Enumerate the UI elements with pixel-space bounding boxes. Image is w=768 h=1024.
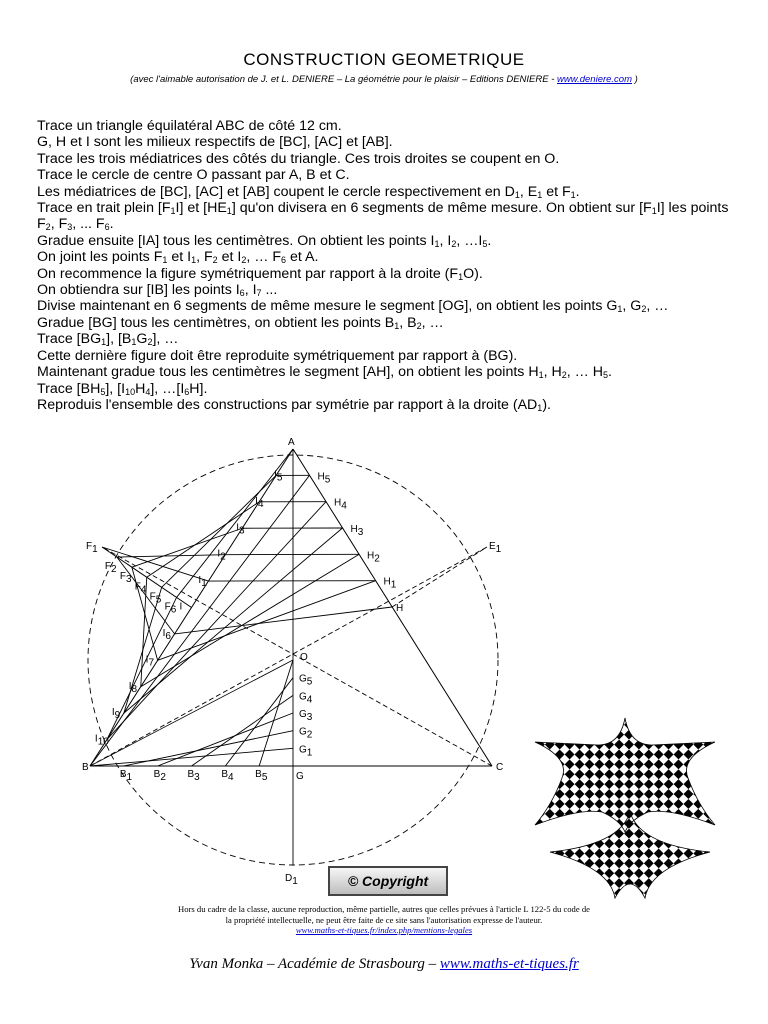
instruction-line-1: Trace un triangle équilatéral ABC de côté 12 cm. [37,118,342,134]
segment-h-e1 [392,547,487,607]
page-footer [0,956,768,973]
label-b3: B3 [187,769,200,783]
label-h4: H4 [334,497,347,512]
label-h1: H1 [383,576,397,591]
legal-line-1: Hors du cadre de la classe, aucune reproduction, même partielle, autres que celles prévues à l'article L 122-5 du code de [178,904,590,914]
construction-drawing [62,437,504,887]
instruction-line-9: On recommence la figure symétriquement par rapport à la droite $(F_1O)$. [37,265,483,282]
label-i-upper-5: I5 [274,469,283,484]
thread-h2 [141,554,359,686]
label-d1: D1 [285,873,298,887]
label-i-upper-3: I3 [236,522,245,537]
instruction-line-11: Divise maintenant en 6 segments de même mesure le segment [OG], on obtient les points $G_1$, $G_2$, … [37,298,669,315]
checkered-pattern-drawing [530,700,720,900]
instruction-line-3: Trace les trois médiatrices des côtés du triangle. Ces trois droites se coupent en O. [37,150,560,167]
thread-b-o [90,660,293,766]
instruction-line-17: Reproduis l'ensemble des constructions par symétrie par rapport à la droite $(AD_1)$. [37,396,551,413]
instruction-line-14: Cette dernière figure doit être reproduite symétriquement par rapport à (BG). [37,347,518,364]
label-f5: F5 [149,591,162,606]
label-h2: H2 [367,550,380,565]
label-f1: F1 [86,541,98,555]
label-i-upper-1: I1 [198,575,207,590]
label-i-upper-0: I [179,601,183,613]
instruction-line-4: Trace le cercle de centre O passant par A, B et C. [37,167,350,184]
label-i-lower-6: I6 [162,627,171,642]
label-g5: G5 [299,673,313,688]
label-g2: G2 [299,726,313,741]
label-g: G [296,771,304,782]
label-c: C [496,762,504,773]
page-title: CONSTRUCTION GEOMETRIQUE [243,50,525,69]
subtitle-suffix: ) [632,74,638,85]
label-i-lower-10: I10 [94,733,109,748]
side-ca [293,449,492,766]
instruction-line-6: Trace en trait plein $[F_1I]$ et $[HE_1]$ qu'on divisera en 6 segments de même mesure. On obtient sur $[F_1I]$ les points $F_2$, $F_3$, ... $F_6$. [37,200,729,233]
instruction-line-16: Trace $[BH_5]$, $[I_{10}H_4]$, $\dots[I_6H]$. [37,380,208,397]
instructions-text [37,118,737,413]
subtitle-prefix: (avec l'aimable autorisation de J. et L. DENIERE – La géométrie pour le plaisir – Editions DENIERE - [130,74,558,85]
legal-link[interactable]: www.maths-et-tiques.fr/index.php/mentions-legales [295,925,473,935]
legal-line-2: la propriété intellectuelle, ne peut être faite de ce site sans l'autorisation expresse de l'auteur. [225,914,543,925]
instruction-line-2: G, H et I sont les milieux respectifs de [BC], [AC] et [AB]. [37,134,393,151]
page-subtitle [0,74,768,85]
instruction-line-15: Maintenant gradue tous les centimètres le segment [AH], on obtient les points $H_1$, $H_2$, … $H_5$. [37,364,612,381]
label-g4: G4 [299,691,313,706]
footer-author: Yvan Monka – Académie de Strasbourg – [189,956,440,972]
instruction-line-8: On joint les points $F_1$ et $I_1$, $F_2$ et $I_2$, … $F_6$ et A. [37,249,319,266]
footer-link[interactable]: www.maths-et-tiques.fr [439,956,579,972]
star-pattern-large [535,718,715,832]
geometric-construction-figure [62,437,504,887]
label-h: H [396,603,404,614]
label-b1: B1 [119,769,133,783]
label-f2: F2 [104,561,117,576]
thread-b2 [158,713,293,766]
instruction-line-5: Les médiatrices de [BC], [AC] et [AB] coupent le cercle respectivement en $D_1$, $E_1$ et $F_1$. [37,183,580,200]
label-i-upper-4: I4 [255,495,264,510]
label-b4: B4 [221,769,234,783]
thread-b1 [124,731,293,766]
label-i-upper-2: I2 [217,548,226,563]
thread-b3 [192,695,294,766]
label-g1: G1 [299,744,313,759]
label-b2: B2 [153,769,166,783]
thread-b-g1 [90,748,293,766]
label-e1: E1 [489,541,502,555]
instruction-line-10: On obtiendra sur [IB] les points $I_6$, $I_7$ ... [37,282,278,299]
label-f4: F4 [134,581,147,596]
label-h5: H5 [317,471,331,486]
label-b: B [82,762,89,773]
label-i-lower-7: I7 [145,654,155,669]
label-f3: F3 [119,571,132,586]
label-o: O [300,652,308,663]
legal-notice [0,904,768,936]
thread-f1-i1 [102,547,208,581]
label-h3: H3 [350,524,364,538]
checkered-pattern-image [530,700,720,900]
deniere-link[interactable]: www.deniere.com [557,74,633,85]
instruction-line-7: Gradue ensuite [IA] tous les centimètres. On obtient les points $I_1$, $I_2$, $\dots I_5$. [37,232,492,249]
label-a: A [288,437,295,448]
label-g3: G3 [299,709,313,723]
label-f6: F6 [164,601,177,616]
label-i-lower-8: I8 [128,680,138,695]
instruction-line-13: Trace $[BG_1]$, $[B_1G_2]$, … [37,331,179,348]
star-pattern-small [550,812,710,898]
label-b5: B5 [255,769,268,783]
label-i-lower-9: I9 [111,707,121,722]
instruction-line-12: Gradue [BG] tous les centimètres, on obtient les points $B_1$, $B_2$, … [37,314,444,331]
copyright-badge: © Copyright [328,866,448,896]
